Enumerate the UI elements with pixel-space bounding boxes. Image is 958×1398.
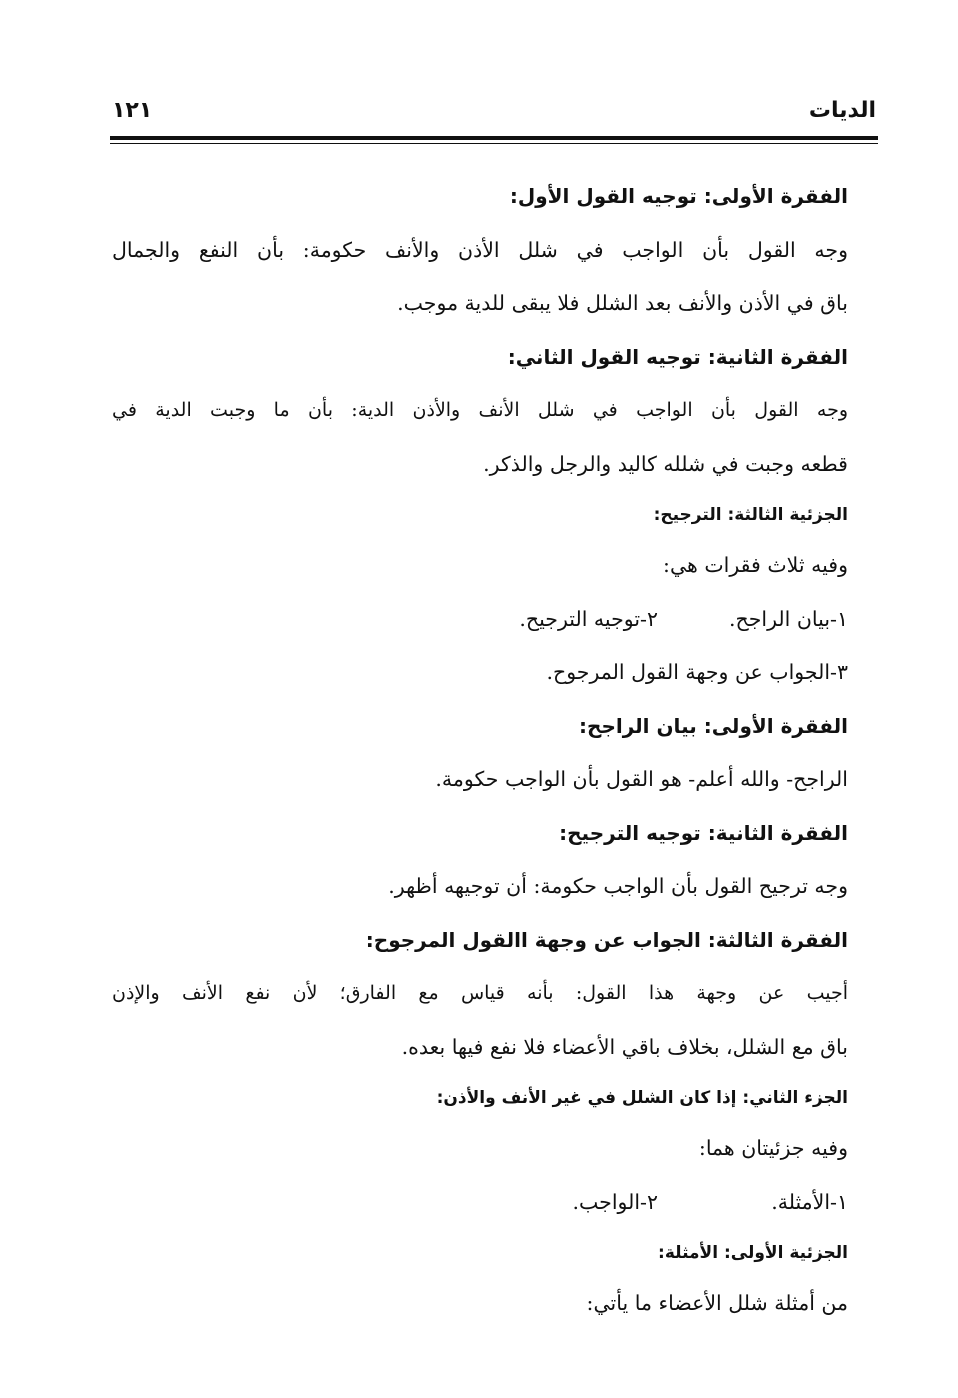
- list-item: ٢-الواجب.: [572, 1189, 658, 1214]
- heading-para-3: الفقرة الثالثة: الجواب عن وجهة االقول المرجوح:: [365, 927, 848, 952]
- heading-para-2: الفقرة الثانية: توجيه القول الثاني:: [507, 344, 848, 369]
- body-text: [112, 170, 848, 1331]
- header-rule-thin: [110, 143, 878, 144]
- page-number: ١٢١: [112, 98, 153, 123]
- list-item: ١-الأمثلة.: [771, 1189, 848, 1214]
- text-line: قطعه وجبت في شلله كاليد والرجل والذكر.: [483, 451, 848, 476]
- header-rule-thick: [110, 136, 878, 140]
- text-line: الراجح- والله أعلم- هو القول بأن الواجب حكومة.: [435, 767, 848, 791]
- text-line: وجه القول بأن الواجب في شلل الأنف والأذن الدية: بأن ما وجبت الدية في: [112, 399, 848, 421]
- text-line: من أمثلة شلل الأعضاء ما يأتي:: [586, 1291, 848, 1315]
- list-item: ١-بيان الراجح.: [728, 606, 848, 631]
- text-line: باق مع الشلل، بخلاف باقي الأعضاء فلا نفع فيها بعده.: [401, 1034, 848, 1059]
- heading-para-1b: الفقرة الأولى: بيان الراجح:: [579, 713, 848, 738]
- running-head: الديات: [808, 98, 876, 123]
- text-line: أجيب عن وجهة هذا القول: بأنه قياس مع الفارق؛ لأن نفع الأنف والإذن: [112, 982, 848, 1004]
- page-header: [112, 98, 876, 138]
- list-row: [112, 1176, 848, 1230]
- text-line: باق في الأذن والأنف بعد الشلل فلا يبقى للدية موجب.: [397, 291, 848, 315]
- text-line: وجه القول بأن الواجب في شلل الأذن والأنف حكومة: بأن النفع والجمال: [112, 237, 848, 262]
- text-line: وفيه جزئيتان هما:: [698, 1136, 848, 1160]
- heading-para-1: الفقرة الأولى: توجيه القول الأول:: [509, 184, 848, 208]
- list-item: ٣-الجواب عن وجهة القول المرجوح.: [546, 660, 848, 684]
- list-row: [112, 593, 848, 647]
- text-line: وفيه ثلاث فقرات هي:: [663, 553, 848, 577]
- subheading-part-2: الجزء الثاني: إذا كان الشلل في غير الأنف والأذن:: [436, 1088, 848, 1108]
- heading-para-2b: الفقرة الثانية: توجيه الترجيح:: [559, 820, 848, 845]
- text-line: وجه ترجيح القول بأن الواجب حكومة: أن توجيهه أظهر.: [388, 874, 848, 898]
- subheading-section-3: الجزئية الثالثة: الترجيح:: [653, 505, 848, 525]
- list-item: ٢-توجيه الترجيح.: [519, 606, 658, 631]
- subheading-section-1: الجزئية الأولى: الأمثلة:: [658, 1243, 848, 1263]
